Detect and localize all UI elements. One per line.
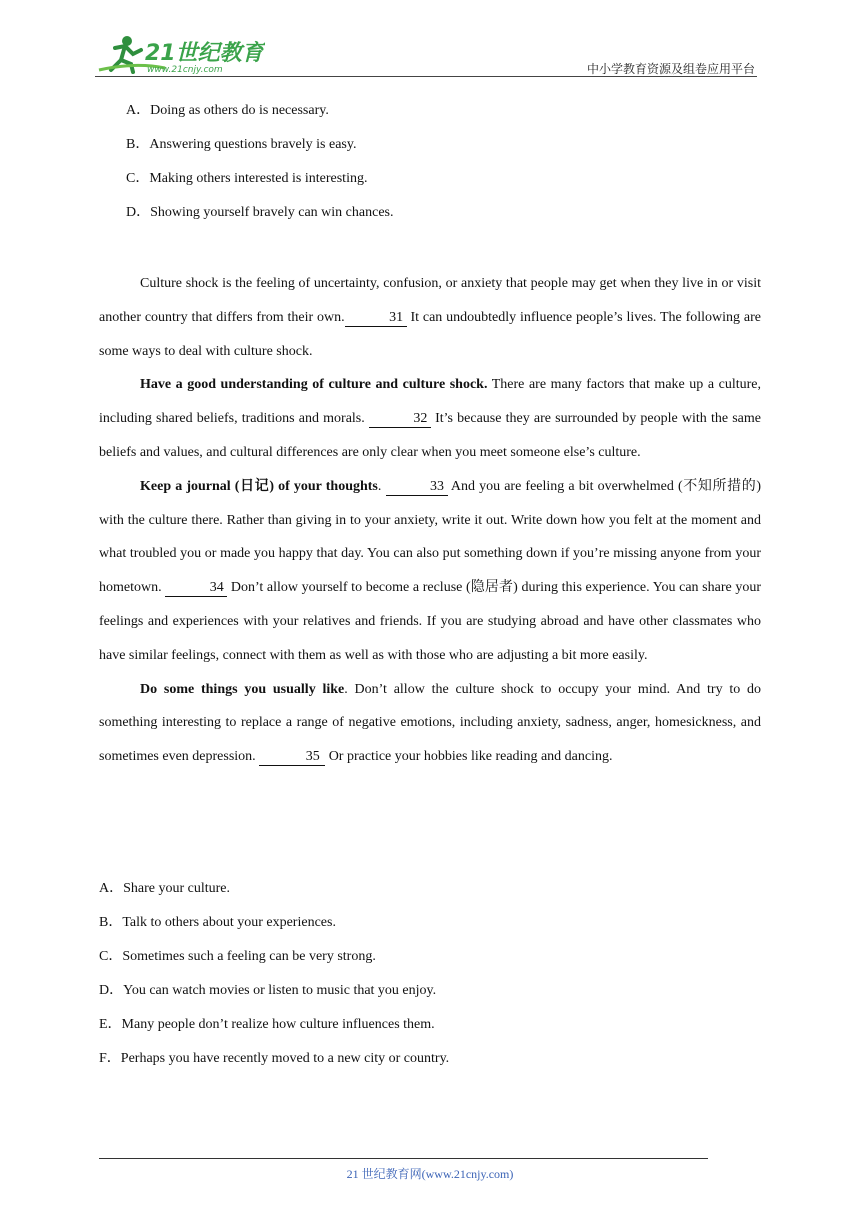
option-f: F．Perhaps you have recently moved to a new city or country. (99, 1051, 450, 1066)
paragraph-text: Don’t allow yourself to become a recluse (隐居者) during this experience. You can share your feelings and experiences with your relatives and friends. If you are studying abroad and have other classmates who have similar feelings, connect with them as well as with those who are adjusting a bit more easily. (99, 580, 761, 663)
paragraph-text: There are many factors that make up a culture, including shared beliefs, traditions and morals. (99, 377, 761, 427)
option-d: D．Showing yourself bravely can win chances. (126, 205, 394, 220)
paragraph-text: It can undoubtedly influence people’s lives. The following are some ways to deal with culture shock. (99, 309, 761, 359)
option-d: D．You can watch movies or listen to music that you enjoy. (99, 983, 437, 998)
header-divider (95, 76, 757, 77)
paragraph-heading: Do some things you usually like (140, 681, 345, 697)
paragraph-text: And you are feeling a bit overwhelmed (不知所措的) with the culture there. Rather than giving in to your anxiety, write it out. Write down how you felt at the moment and what troubled you or made you happy that day. You can also put something down if you’re missing anyone from your hometown. (99, 478, 762, 596)
paragraph-text: Culture shock is the feeling of uncertainty, confusion, or anxiety that people may get when they live in or visit another country that differs from their own. (99, 276, 761, 325)
paragraph-1 (99, 267, 761, 368)
footer-link[interactable]: 21 世纪教育网(www.21cnjy.com) (346, 1167, 514, 1181)
paragraph-text: . (377, 478, 386, 494)
paragraph-text: . Don’t allow the culture shock to occupy your mind. And try to do something interesting to replace a range of negative emotions, including anxiety, sadness, anger, homesickness, and sometimes even depression. (99, 681, 762, 765)
blank-31: 31 (345, 310, 407, 327)
page-header (95, 32, 757, 78)
svg-text:21世纪教育: 21世纪教育 (145, 41, 264, 66)
blank-32: 32 (369, 411, 431, 428)
answer-options (99, 881, 449, 1085)
paragraph-text: It’s because they are surrounded by people with the same beliefs and values, and cultural differences are only clear when you meet someone else’s culture. (99, 411, 761, 460)
blank-35: 35 (259, 749, 325, 766)
svg-text:www.21cnjy.com: www.21cnjy.com (147, 65, 223, 75)
blank-33: 33 (386, 479, 448, 496)
reading-passage (99, 267, 761, 774)
paragraph-4 (99, 673, 761, 774)
blank-34: 34 (165, 580, 227, 597)
site-tagline: 中小学教育资源及组卷应用平台 (586, 62, 755, 76)
paragraph-2 (99, 368, 761, 469)
option-c: C．Sometimes such a feeling can be very strong. (99, 949, 376, 964)
footer-divider (99, 1158, 708, 1159)
option-b: B．Answering questions bravely is easy. (126, 137, 357, 152)
paragraph-text: Or practice your hobbies like reading and dancing. (325, 749, 613, 765)
option-b: B．Talk to others about your experiences. (99, 915, 336, 930)
previous-question-options (126, 103, 393, 239)
option-c: C．Making others interested is interesting. (126, 171, 368, 186)
paragraph-heading: Have a good understanding of culture and culture shock. (140, 377, 488, 393)
option-e: E．Many people don’t realize how culture influences them. (99, 1017, 435, 1032)
site-logo (95, 32, 265, 76)
option-a: A．Doing as others do is necessary. (126, 103, 329, 118)
option-a: A．Share your culture. (99, 881, 231, 896)
paragraph-heading: Keep a journal (日记) of your thoughts (140, 478, 378, 494)
paragraph-3 (99, 470, 761, 673)
